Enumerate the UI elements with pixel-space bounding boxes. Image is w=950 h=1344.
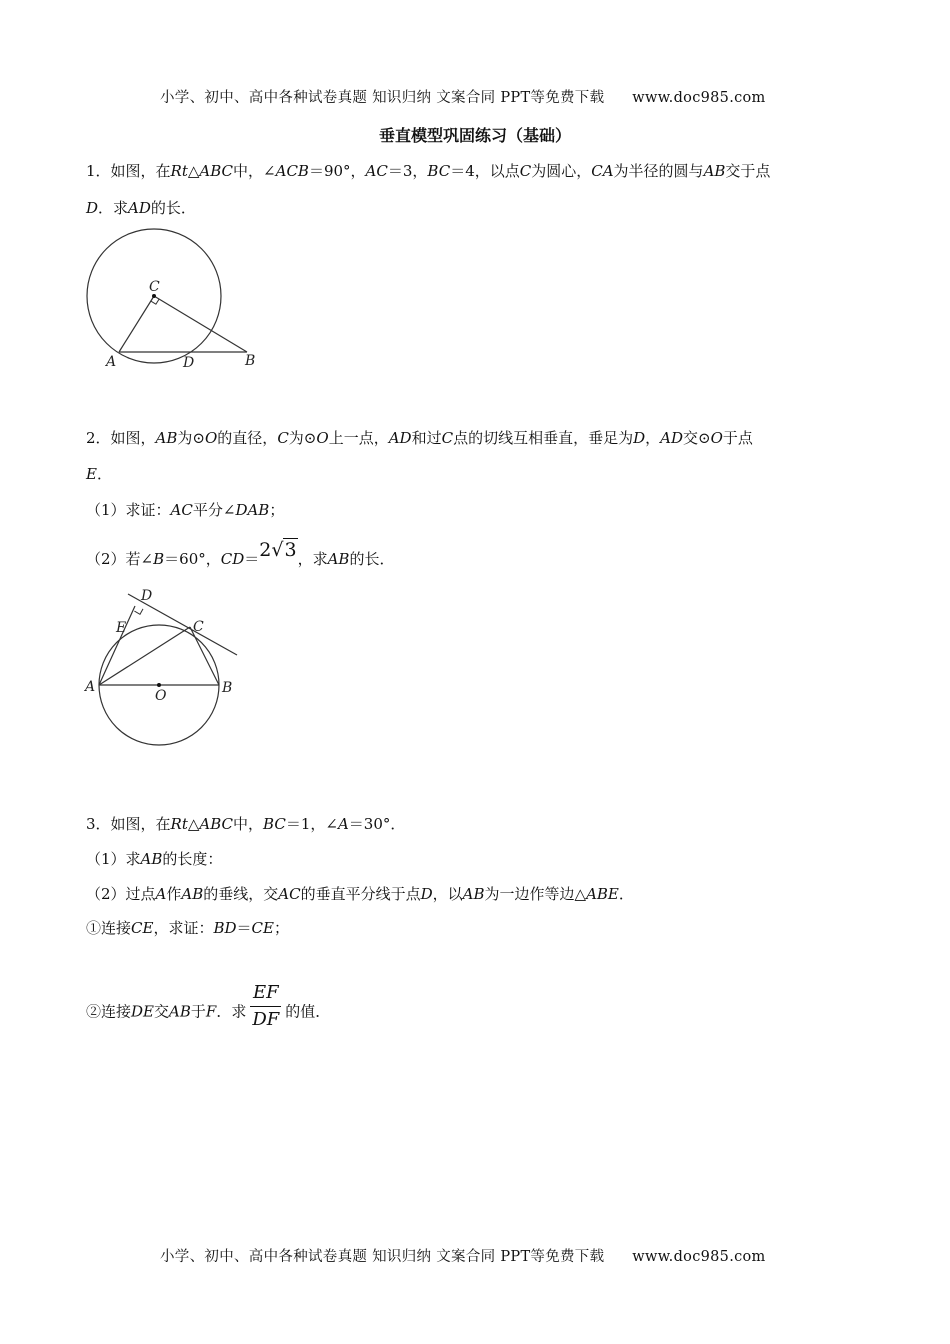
fig1-label-d: D [183,355,195,371]
q3-sub1 [86,849,222,869]
q1-text: 的长． [150,199,196,217]
footer-text: 小学、初中、高中各种试卷真题 知识归纳 文案合同 PPT等免费下载 [160,1249,605,1265]
q2-text: 2．如图， [86,429,156,447]
q3-d: D [420,885,433,903]
q2-text: 为⊙ [288,429,317,447]
q2-sub1 [86,500,284,520]
q2-sub2 [86,539,395,569]
fig1-label-b: B [245,353,256,369]
q3-ac: AC [278,885,301,903]
q3-text: ＝30°． [348,815,406,833]
q3-sub2-text: ． [618,885,634,903]
q1-text: ．求 [98,199,129,217]
q3-f: F [205,1002,217,1021]
q1-text: 中，∠ [233,162,276,180]
q3-ab: AB [462,885,485,903]
q3-part2-text: 的值． [285,1002,331,1021]
q3-a: A [337,815,349,833]
q1-text: ＝90°， [308,162,366,180]
q2-text: 点的切线互相垂直，垂足为 [453,429,634,447]
q1-text: 交于点 [725,162,771,180]
q2-sub2-text: ，求 [297,550,328,568]
q2-o: O [204,429,218,447]
figure-1 [80,228,280,378]
q2-sqrt-coef: 2 [259,539,272,561]
q1-rt: Rt [170,162,188,180]
q3-bc: BC [263,815,286,833]
q2-ad: AD [660,429,683,447]
q2-ac: AC [170,501,193,519]
q3-text: 中， [233,815,264,833]
fig2-center-dot [157,683,161,687]
fig2-right-angle-mark [134,609,143,614]
q3-bd: BD [213,919,237,937]
q3-part2 [86,982,331,1039]
fig2-label-d: D [141,588,153,604]
q2-text: 于点 [722,429,753,447]
q3-triangle: △ABC [187,815,234,833]
q3-sub2-text: ，以 [432,885,463,903]
fig2-label-b: B [222,680,233,696]
q1-text: 为圆心， [531,162,592,180]
q1-ac: AC [365,162,388,180]
q1-ca: CA [591,162,614,180]
q3-sub2-text: （2）过点 [86,885,156,903]
q2-text: ． [96,465,112,483]
q2-text: 为⊙ [177,429,205,447]
page-title: 垂直模型巩固练习（基础） [378,126,571,145]
q3-part1-text: ①连接 [86,919,132,937]
fig1-side-ac [119,296,154,352]
q2-sub1-text: 平分∠ [192,501,236,519]
q3-part2-text: 交 [154,1002,170,1021]
q3-sub2-text: 为一边作等边 [484,885,575,903]
q3-sub2-text: 的垂线，交 [203,885,279,903]
q1-text: 为半径的圆与 [613,162,704,180]
q3-text: 3．如图，在 [86,815,171,833]
fig2-label-a: A [85,679,96,695]
q3-ab: AB [181,885,204,903]
q2-sub1-text: ； [269,501,285,519]
fig2-label-o: O [155,688,167,704]
fig1-label-c: C [149,279,160,295]
q2-o: O [316,429,329,447]
q1-triangle: △ABC [187,162,234,180]
q3-sub2 [86,884,634,904]
q2-ab: AB [327,550,350,568]
q2-cd: CD [220,550,245,568]
q1-line1 [86,161,770,181]
q2-b: B [153,550,165,568]
q3-de: DE [131,1002,154,1021]
q3-sub2-text: 的垂直平分线于点 [300,885,421,903]
q1-ad: AD [128,199,151,217]
q3-part1-text: ，求证： [153,919,214,937]
q1-c: C [519,162,532,180]
q3-a: A [155,885,167,903]
footer-site-link[interactable]: www.doc985.com [632,1249,766,1265]
q2-text: 的直径， [217,429,278,447]
q3-sub1-text: 的长度： [162,850,223,868]
q2-c: C [277,429,289,447]
fig2-chord-cb [190,627,219,685]
q2-sub2-text: （2）若∠ [86,550,154,568]
q3-fraction-numerator: EF [250,980,281,1007]
q3-rt: Rt [170,815,188,833]
q3-text: ＝1，∠ [285,815,338,833]
q3-ce: CE [251,919,274,937]
q2-sub2-text: ＝ [244,550,260,568]
q2-text: 和过 [411,429,442,447]
q2-radicand: 3 [284,539,297,561]
header-site-link[interactable]: www.doc985.com [632,90,766,106]
q3-sub2-text: 作 [166,885,182,903]
q2-sub2-text: ＝60°， [164,550,221,568]
q1-angle: ACB [275,162,309,180]
q3-sub1-text: （1）求 [86,850,141,868]
q2-e: E [86,465,97,483]
q3-ce: CE [131,919,154,937]
q3-part2-text: 于 [190,1002,206,1021]
q1-ab: AB [703,162,726,180]
q3-ab: AB [140,850,163,868]
q1-d: D [86,199,99,217]
q1-text: 1．如图，在 [86,162,171,180]
fig2-label-e: E [116,620,127,636]
q2-sub1-text: （1）求证： [86,501,171,519]
q2-o: O [710,429,723,447]
q2-text: 交⊙ [682,429,711,447]
q1-text: ＝3， [387,162,428,180]
figure-2 [80,580,250,755]
q1-bc: BC [427,162,451,180]
q2-sqrt-expression [259,540,297,560]
q2-ad: AD [388,429,412,447]
q2-dab: DAB [235,501,270,519]
q3-part1-text: ＝ [236,919,252,937]
q1-line2 [86,198,196,218]
q3-ab: AB [169,1002,191,1021]
q3-part2-text: ．求 [216,1002,247,1021]
q2-text: ， [645,429,661,447]
q3-part1-text: ； [273,919,289,937]
q3-part1 [86,918,289,938]
q2-line2 [86,464,112,484]
q1-text: ＝4，以点 [450,162,520,180]
q3-line1 [86,814,405,834]
q3-fraction [250,980,281,1033]
page-header [160,88,766,108]
q2-text: 上一点， [328,429,389,447]
q2-radical-sign: √ [271,539,284,561]
q3-part2-text: ②连接 [86,1002,132,1021]
q2-sub2-text: 的长． [349,550,395,568]
q3-fraction-denominator: DF [252,1009,280,1030]
fig1-label-a: A [106,354,117,370]
q2-c: C [441,429,454,447]
page-footer [160,1247,766,1267]
q2-d: D [633,429,646,447]
header-text: 小学、初中、高中各种试卷真题 知识归纳 文案合同 PPT等免费下载 [160,90,605,106]
q2-line1 [86,428,753,448]
q2-ab: AB [155,429,178,447]
q3-triangle-abe: △ABE [574,885,619,903]
fig2-label-c: C [193,619,204,635]
